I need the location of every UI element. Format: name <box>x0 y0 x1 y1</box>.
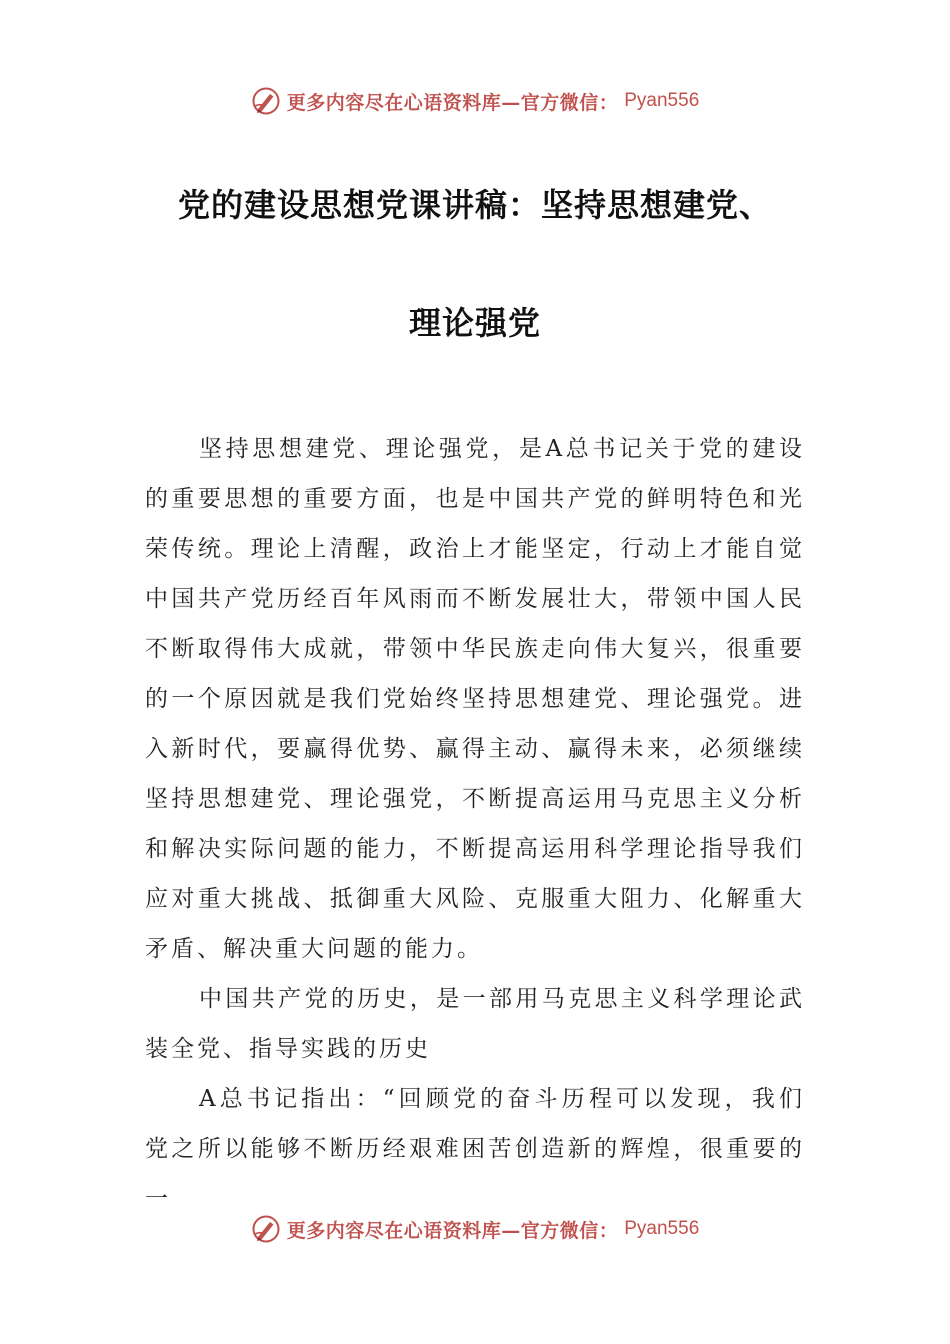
body-paragraph: 中国共产党的历史，是一部用马克思主义科学理论武装全党、指导实践的历史 <box>145 986 805 1062</box>
watermark-text: 更多内容尽在心语资料库—官方微信： <box>286 91 619 114</box>
header-watermark <box>0 86 950 116</box>
document-title-line-2: 理论强党 <box>408 304 541 342</box>
pen-circle-icon <box>251 86 281 116</box>
pen-circle-icon <box>251 1214 281 1244</box>
watermark-wechat-id: Pyan556 <box>624 90 700 111</box>
document-body <box>145 424 805 1224</box>
document-title-line-1: 党的建设思想党课讲稿：坚持思想建党、 <box>177 186 772 224</box>
footer-watermark <box>0 1214 950 1244</box>
body-paragraph: 坚持思想建党、理论强党，是A总书记关于党的建设的重要思想的重要方面，也是中国共产党的鲜明特色和光荣传统。理论上清醒，政治上才能坚定，行动上才能自觉中国共产党历经百年风雨而不断发展壮大，带领中国人民不断取得伟大成就，带领中华民族走向伟大复兴，很重要的一个原因就是我们党始终坚持思想建党、理论强党。进入新时代，要赢得优势、赢得主动、赢得未来，必须继续坚持思想建党、理论强党，不断提高运用马克思主义分析和解决实际问题的能力，不断提高运用科学理论指导我们应对重大挑战、抵御重大风险、克服重大阻力、化解重大矛盾、解决重大问题的能力。 <box>145 436 805 962</box>
watermark-wechat-id: Pyan556 <box>624 1218 700 1239</box>
body-paragraph: A总书记指出：“回顾党的奋斗历程可以发现，我们党之所以能够不断历经艰难困苦创造新的辉煌，很重要的一 <box>145 1086 805 1212</box>
watermark-text: 更多内容尽在心语资料库—官方微信： <box>286 1219 619 1242</box>
